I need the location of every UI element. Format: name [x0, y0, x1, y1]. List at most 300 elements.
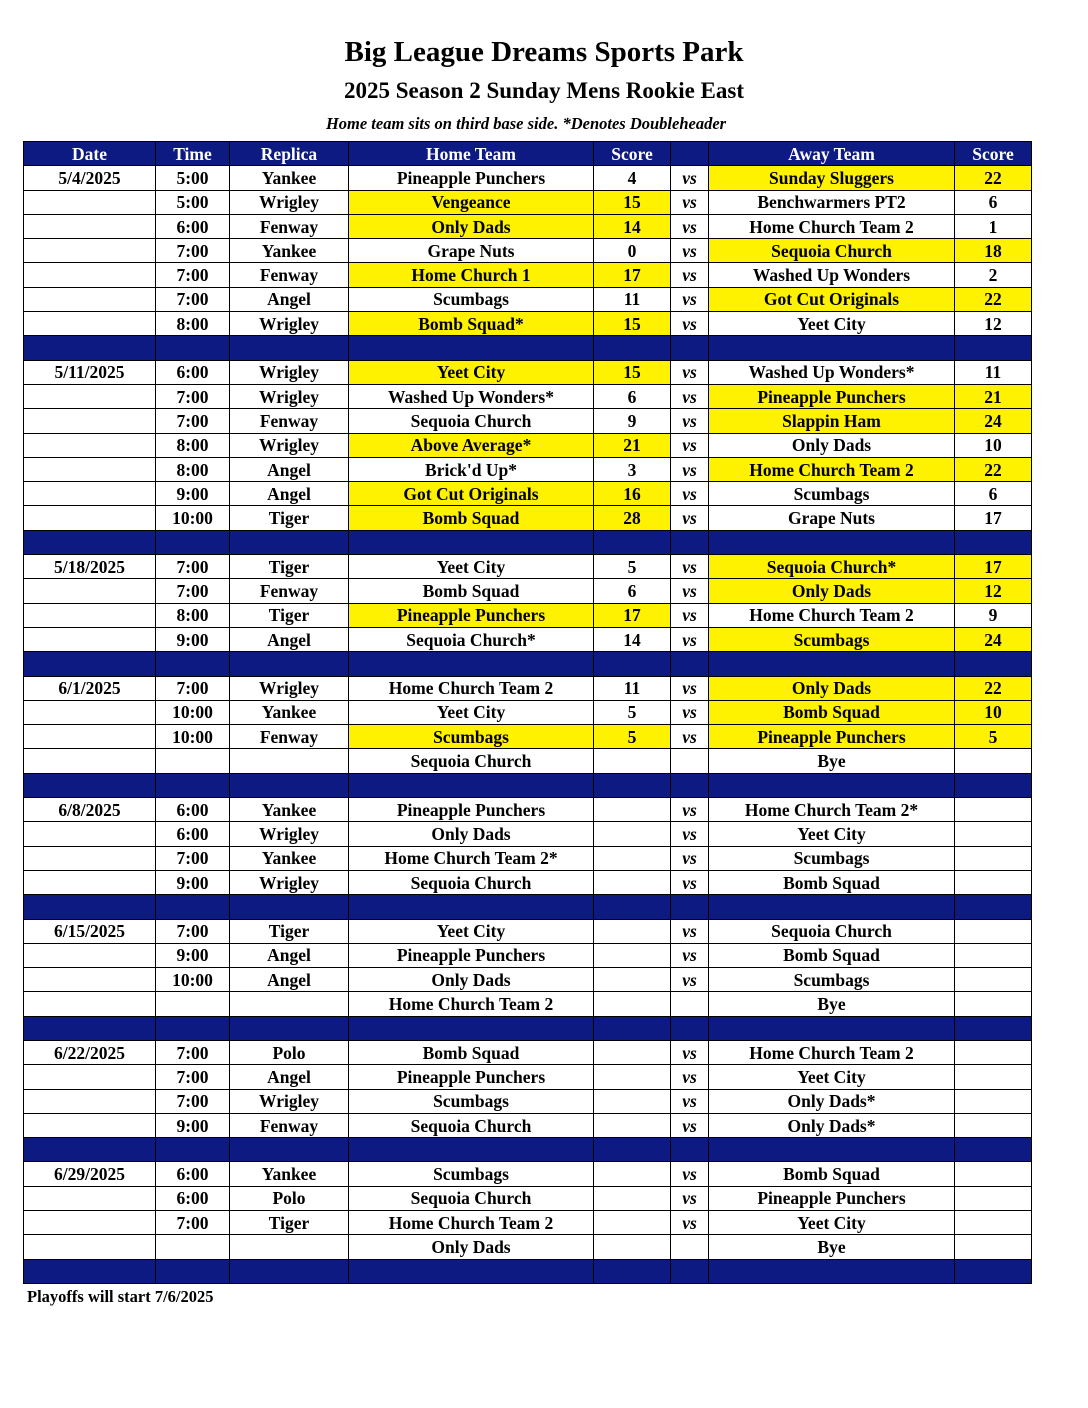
- replica-cell: Wrigley: [230, 190, 349, 214]
- home-score-cell: 6: [594, 384, 671, 408]
- home-score-cell: [594, 749, 671, 773]
- away-score-cell: 12: [955, 312, 1032, 336]
- replica-cell: Tiger: [230, 555, 349, 579]
- separator-cell: [230, 530, 349, 554]
- replica-cell: Fenway: [230, 579, 349, 603]
- home-score-cell: 6: [594, 579, 671, 603]
- table-row: [24, 992, 1032, 1016]
- away-score-cell: [955, 1162, 1032, 1186]
- table-row: [24, 725, 1032, 749]
- away-team-cell: Grape Nuts: [709, 506, 955, 530]
- time-cell: 9:00: [156, 482, 230, 506]
- away-team-cell: Only Dads*: [709, 1113, 955, 1137]
- date-cell: [24, 409, 156, 433]
- home-score-cell: 5: [594, 700, 671, 724]
- time-cell: 10:00: [156, 700, 230, 724]
- home-score-cell: [594, 1235, 671, 1259]
- table-row: [24, 312, 1032, 336]
- replica-cell: Fenway: [230, 214, 349, 238]
- replica-cell: Wrigley: [230, 312, 349, 336]
- away-score-cell: 9: [955, 603, 1032, 627]
- replica-cell: Angel: [230, 1065, 349, 1089]
- separator-cell: [349, 1259, 594, 1283]
- away-score-cell: 22: [955, 457, 1032, 481]
- away-team-cell: Only Dads*: [709, 1089, 955, 1113]
- home-team-cell: Pineapple Punchers: [349, 1065, 594, 1089]
- home-score-cell: 15: [594, 190, 671, 214]
- time-cell: [156, 1235, 230, 1259]
- away-score-cell: 12: [955, 579, 1032, 603]
- replica-cell: Tiger: [230, 603, 349, 627]
- home-team-cell: Sequoia Church: [349, 870, 594, 894]
- separator-cell: [349, 652, 594, 676]
- replica-cell: Angel: [230, 287, 349, 311]
- time-cell: 10:00: [156, 725, 230, 749]
- away-team-cell: Bye: [709, 749, 955, 773]
- away-team-cell: Sequoia Church*: [709, 555, 955, 579]
- separator-cell: [594, 652, 671, 676]
- vs-cell: vs: [671, 846, 709, 870]
- home-team-cell: Only Dads: [349, 968, 594, 992]
- separator-cell: [24, 1138, 156, 1162]
- col-header-away-team: Away Team: [709, 142, 955, 166]
- away-team-cell: Bye: [709, 1235, 955, 1259]
- vs-cell: vs: [671, 457, 709, 481]
- separator-cell: [955, 895, 1032, 919]
- time-cell: 8:00: [156, 457, 230, 481]
- vs-cell: [671, 1235, 709, 1259]
- table-row: [24, 214, 1032, 238]
- time-cell: 7:00: [156, 555, 230, 579]
- home-team-cell: Pineapple Punchers: [349, 166, 594, 190]
- home-team-cell: Only Dads: [349, 822, 594, 846]
- vs-cell: vs: [671, 263, 709, 287]
- replica-cell: Tiger: [230, 506, 349, 530]
- time-cell: 6:00: [156, 1186, 230, 1210]
- home-score-cell: 0: [594, 239, 671, 263]
- separator-cell: [230, 895, 349, 919]
- vs-cell: vs: [671, 1065, 709, 1089]
- replica-cell: [230, 1235, 349, 1259]
- away-team-cell: Benchwarmers PT2: [709, 190, 955, 214]
- separator-cell: [156, 1259, 230, 1283]
- replica-cell: Yankee: [230, 700, 349, 724]
- separator-cell: [671, 1016, 709, 1040]
- time-cell: 6:00: [156, 1162, 230, 1186]
- home-team-cell: Brick'd Up*: [349, 457, 594, 481]
- away-team-cell: Yeet City: [709, 1211, 955, 1235]
- table-row: [24, 1211, 1032, 1235]
- separator-cell: [24, 336, 156, 360]
- home-score-cell: 15: [594, 360, 671, 384]
- separator-cell: [955, 1138, 1032, 1162]
- time-cell: 7:00: [156, 1211, 230, 1235]
- time-cell: 7:00: [156, 384, 230, 408]
- date-cell: [24, 287, 156, 311]
- away-score-cell: 5: [955, 725, 1032, 749]
- time-cell: 8:00: [156, 603, 230, 627]
- home-team-cell: Yeet City: [349, 555, 594, 579]
- table-row: [24, 482, 1032, 506]
- table-row: [24, 798, 1032, 822]
- away-score-cell: [955, 1211, 1032, 1235]
- replica-cell: Wrigley: [230, 822, 349, 846]
- home-team-cell: Home Church Team 2: [349, 676, 594, 700]
- away-score-cell: [955, 870, 1032, 894]
- time-cell: 7:00: [156, 676, 230, 700]
- vs-cell: vs: [671, 968, 709, 992]
- time-cell: 9:00: [156, 627, 230, 651]
- home-score-cell: 15: [594, 312, 671, 336]
- separator-cell: [955, 1016, 1032, 1040]
- home-team-cell: Scumbags: [349, 1089, 594, 1113]
- time-cell: 7:00: [156, 1089, 230, 1113]
- home-score-cell: 11: [594, 676, 671, 700]
- replica-cell: Angel: [230, 627, 349, 651]
- home-team-cell: Home Church 1: [349, 263, 594, 287]
- replica-cell: Wrigley: [230, 676, 349, 700]
- table-row: [24, 384, 1032, 408]
- replica-cell: Yankee: [230, 846, 349, 870]
- away-team-cell: Sequoia Church: [709, 919, 955, 943]
- separator-cell: [709, 895, 955, 919]
- date-cell: [24, 700, 156, 724]
- time-cell: 7:00: [156, 919, 230, 943]
- table-row: [24, 846, 1032, 870]
- vs-cell: vs: [671, 1162, 709, 1186]
- away-score-cell: 6: [955, 190, 1032, 214]
- away-team-cell: Bomb Squad: [709, 700, 955, 724]
- separator-cell: [24, 895, 156, 919]
- separator-row: [24, 530, 1032, 554]
- vs-cell: vs: [671, 409, 709, 433]
- separator-cell: [349, 530, 594, 554]
- page-note: Home team sits on third base side. *Denotes Doubleheader: [325, 114, 727, 133]
- date-cell: [24, 822, 156, 846]
- separator-cell: [671, 336, 709, 360]
- replica-cell: Fenway: [230, 409, 349, 433]
- away-team-cell: Washed Up Wonders: [709, 263, 955, 287]
- time-cell: 5:00: [156, 190, 230, 214]
- away-score-cell: [955, 919, 1032, 943]
- separator-row: [24, 1138, 1032, 1162]
- table-row: [24, 433, 1032, 457]
- home-score-cell: 14: [594, 627, 671, 651]
- separator-cell: [955, 336, 1032, 360]
- separator-cell: [24, 1016, 156, 1040]
- time-cell: [156, 992, 230, 1016]
- home-team-cell: Sequoia Church: [349, 409, 594, 433]
- table-row: [24, 919, 1032, 943]
- col-header-home-score: Score: [594, 142, 671, 166]
- away-team-cell: Home Church Team 2: [709, 457, 955, 481]
- separator-cell: [24, 530, 156, 554]
- col-header-date: Date: [24, 142, 156, 166]
- date-cell: [24, 579, 156, 603]
- home-score-cell: [594, 1089, 671, 1113]
- date-cell: 5/18/2025: [24, 555, 156, 579]
- date-cell: 6/1/2025: [24, 676, 156, 700]
- time-cell: 7:00: [156, 846, 230, 870]
- away-team-cell: Scumbags: [709, 846, 955, 870]
- away-team-cell: Got Cut Originals: [709, 287, 955, 311]
- vs-cell: vs: [671, 1211, 709, 1235]
- away-team-cell: Yeet City: [709, 312, 955, 336]
- separator-cell: [349, 895, 594, 919]
- date-cell: [24, 725, 156, 749]
- date-cell: [24, 433, 156, 457]
- vs-cell: [671, 749, 709, 773]
- vs-cell: vs: [671, 822, 709, 846]
- time-cell: 9:00: [156, 1113, 230, 1137]
- table-row: [24, 603, 1032, 627]
- away-team-cell: Scumbags: [709, 627, 955, 651]
- home-team-cell: Yeet City: [349, 919, 594, 943]
- home-team-cell: Sequoia Church: [349, 1113, 594, 1137]
- away-score-cell: 10: [955, 433, 1032, 457]
- home-team-cell: Bomb Squad: [349, 506, 594, 530]
- away-team-cell: Yeet City: [709, 1065, 955, 1089]
- away-score-cell: 22: [955, 287, 1032, 311]
- time-cell: 8:00: [156, 312, 230, 336]
- away-score-cell: [955, 1186, 1032, 1210]
- table-row: [24, 627, 1032, 651]
- date-cell: [24, 870, 156, 894]
- date-cell: 6/15/2025: [24, 919, 156, 943]
- date-cell: [24, 190, 156, 214]
- replica-cell: Fenway: [230, 263, 349, 287]
- vs-cell: vs: [671, 312, 709, 336]
- home-team-cell: Scumbags: [349, 287, 594, 311]
- date-cell: [24, 992, 156, 1016]
- table-row: [24, 822, 1032, 846]
- time-cell: 7:00: [156, 1065, 230, 1089]
- away-score-cell: [955, 992, 1032, 1016]
- home-score-cell: [594, 1113, 671, 1137]
- table-row: [24, 700, 1032, 724]
- time-cell: 7:00: [156, 263, 230, 287]
- time-cell: 7:00: [156, 287, 230, 311]
- separator-cell: [709, 773, 955, 797]
- away-team-cell: Home Church Team 2: [709, 1040, 955, 1064]
- vs-cell: vs: [671, 506, 709, 530]
- time-cell: 7:00: [156, 409, 230, 433]
- table-row: [24, 506, 1032, 530]
- home-score-cell: 21: [594, 433, 671, 457]
- separator-row: [24, 336, 1032, 360]
- home-score-cell: [594, 870, 671, 894]
- replica-cell: Tiger: [230, 919, 349, 943]
- table-row: [24, 1040, 1032, 1064]
- page-subtitle: 2025 Season 2 Sunday Mens Rookie East: [343, 78, 745, 103]
- separator-cell: [349, 773, 594, 797]
- separator-cell: [230, 1016, 349, 1040]
- home-team-cell: Washed Up Wonders*: [349, 384, 594, 408]
- away-team-cell: Only Dads: [709, 676, 955, 700]
- separator-cell: [156, 1138, 230, 1162]
- vs-cell: vs: [671, 214, 709, 238]
- away-team-cell: Sequoia Church: [709, 239, 955, 263]
- away-team-cell: Scumbags: [709, 968, 955, 992]
- vs-cell: vs: [671, 798, 709, 822]
- separator-cell: [955, 773, 1032, 797]
- away-score-cell: [955, 943, 1032, 967]
- separator-cell: [594, 773, 671, 797]
- separator-cell: [671, 773, 709, 797]
- away-score-cell: [955, 749, 1032, 773]
- vs-cell: vs: [671, 360, 709, 384]
- separator-cell: [230, 336, 349, 360]
- away-team-cell: Bomb Squad: [709, 870, 955, 894]
- date-cell: 5/4/2025: [24, 166, 156, 190]
- vs-cell: vs: [671, 1040, 709, 1064]
- away-score-cell: [955, 968, 1032, 992]
- home-score-cell: 17: [594, 263, 671, 287]
- home-team-cell: Above Average*: [349, 433, 594, 457]
- away-team-cell: Pineapple Punchers: [709, 384, 955, 408]
- home-team-cell: Pineapple Punchers: [349, 943, 594, 967]
- separator-cell: [349, 336, 594, 360]
- date-cell: 6/22/2025: [24, 1040, 156, 1064]
- vs-cell: vs: [671, 943, 709, 967]
- away-score-cell: 22: [955, 166, 1032, 190]
- away-score-cell: 22: [955, 676, 1032, 700]
- vs-cell: vs: [671, 482, 709, 506]
- separator-cell: [671, 530, 709, 554]
- separator-row: [24, 773, 1032, 797]
- vs-cell: vs: [671, 1113, 709, 1137]
- replica-cell: Angel: [230, 968, 349, 992]
- away-score-cell: 17: [955, 555, 1032, 579]
- date-cell: [24, 1235, 156, 1259]
- separator-cell: [594, 530, 671, 554]
- home-score-cell: [594, 919, 671, 943]
- replica-cell: Polo: [230, 1040, 349, 1064]
- date-cell: [24, 214, 156, 238]
- home-score-cell: 16: [594, 482, 671, 506]
- away-team-cell: Home Church Team 2*: [709, 798, 955, 822]
- date-cell: [24, 1065, 156, 1089]
- home-score-cell: [594, 1211, 671, 1235]
- vs-cell: vs: [671, 700, 709, 724]
- away-team-cell: Pineapple Punchers: [709, 1186, 955, 1210]
- away-score-cell: 24: [955, 409, 1032, 433]
- separator-cell: [594, 1259, 671, 1283]
- table-header-row: [24, 142, 1032, 166]
- date-cell: [24, 482, 156, 506]
- separator-cell: [349, 1016, 594, 1040]
- separator-cell: [671, 895, 709, 919]
- date-cell: [24, 506, 156, 530]
- replica-cell: Angel: [230, 482, 349, 506]
- time-cell: 6:00: [156, 214, 230, 238]
- date-cell: [24, 749, 156, 773]
- home-score-cell: [594, 822, 671, 846]
- separator-cell: [156, 1016, 230, 1040]
- home-score-cell: [594, 1186, 671, 1210]
- table-row: [24, 166, 1032, 190]
- replica-cell: Yankee: [230, 1162, 349, 1186]
- time-cell: 9:00: [156, 870, 230, 894]
- separator-cell: [709, 336, 955, 360]
- table-row: [24, 968, 1032, 992]
- replica-cell: Fenway: [230, 1113, 349, 1137]
- home-score-cell: 9: [594, 409, 671, 433]
- home-score-cell: 5: [594, 555, 671, 579]
- time-cell: 10:00: [156, 506, 230, 530]
- date-cell: [24, 846, 156, 870]
- separator-cell: [955, 530, 1032, 554]
- col-header-vs: [671, 142, 709, 166]
- away-team-cell: Only Dads: [709, 433, 955, 457]
- separator-cell: [594, 1138, 671, 1162]
- replica-cell: Wrigley: [230, 1089, 349, 1113]
- date-cell: 6/8/2025: [24, 798, 156, 822]
- away-team-cell: Home Church Team 2: [709, 603, 955, 627]
- vs-cell: vs: [671, 579, 709, 603]
- away-score-cell: 17: [955, 506, 1032, 530]
- away-score-cell: 21: [955, 384, 1032, 408]
- replica-cell: Fenway: [230, 725, 349, 749]
- away-score-cell: 18: [955, 239, 1032, 263]
- schedule-table: [23, 141, 1032, 1284]
- vs-cell: vs: [671, 166, 709, 190]
- home-score-cell: [594, 1162, 671, 1186]
- table-row: [24, 1162, 1032, 1186]
- home-team-cell: Vengeance: [349, 190, 594, 214]
- time-cell: 8:00: [156, 433, 230, 457]
- date-cell: [24, 1186, 156, 1210]
- separator-row: [24, 895, 1032, 919]
- home-team-cell: Only Dads: [349, 1235, 594, 1259]
- vs-cell: vs: [671, 239, 709, 263]
- vs-cell: vs: [671, 1186, 709, 1210]
- vs-cell: [671, 992, 709, 1016]
- table-row: [24, 190, 1032, 214]
- table-row: [24, 287, 1032, 311]
- away-score-cell: 6: [955, 482, 1032, 506]
- separator-cell: [594, 336, 671, 360]
- away-score-cell: [955, 798, 1032, 822]
- table-row: [24, 360, 1032, 384]
- away-team-cell: Washed Up Wonders*: [709, 360, 955, 384]
- home-team-cell: Pineapple Punchers: [349, 603, 594, 627]
- date-cell: [24, 1211, 156, 1235]
- home-team-cell: Scumbags: [349, 725, 594, 749]
- home-team-cell: Only Dads: [349, 214, 594, 238]
- time-cell: 5:00: [156, 166, 230, 190]
- away-score-cell: [955, 1040, 1032, 1064]
- vs-cell: vs: [671, 384, 709, 408]
- home-score-cell: [594, 943, 671, 967]
- home-team-cell: Pineapple Punchers: [349, 798, 594, 822]
- table-row: [24, 1065, 1032, 1089]
- home-team-cell: Bomb Squad*: [349, 312, 594, 336]
- vs-cell: vs: [671, 870, 709, 894]
- time-cell: 6:00: [156, 822, 230, 846]
- vs-cell: vs: [671, 627, 709, 651]
- home-team-cell: Home Church Team 2: [349, 1211, 594, 1235]
- away-team-cell: Pineapple Punchers: [709, 725, 955, 749]
- date-cell: [24, 943, 156, 967]
- col-header-away-score: Score: [955, 142, 1032, 166]
- table-row: [24, 1089, 1032, 1113]
- separator-cell: [955, 1259, 1032, 1283]
- replica-cell: Angel: [230, 457, 349, 481]
- home-score-cell: [594, 846, 671, 870]
- home-team-cell: Yeet City: [349, 360, 594, 384]
- col-header-home-team: Home Team: [349, 142, 594, 166]
